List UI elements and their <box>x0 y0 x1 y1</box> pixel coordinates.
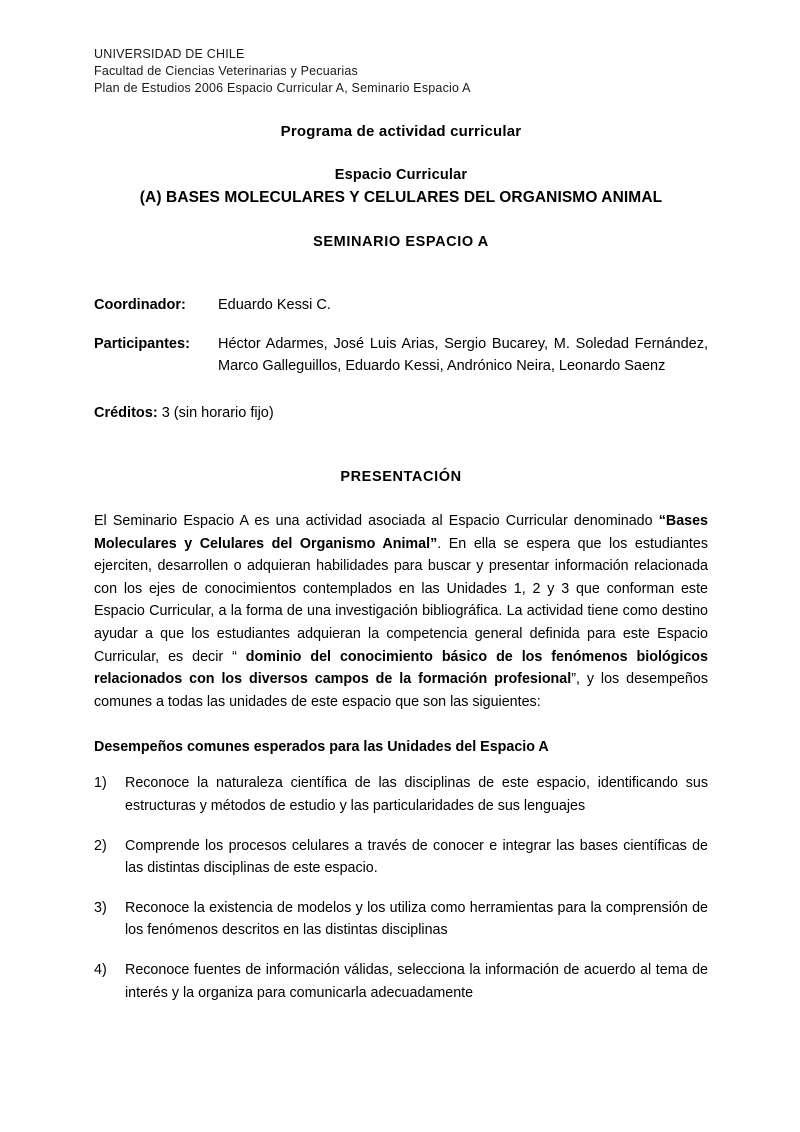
page-title: Programa de actividad curricular <box>280 123 522 140</box>
presentation-paragraph <box>94 510 708 713</box>
subtitle-espacio-curricular: Espacio Curricular <box>334 167 468 183</box>
credits-label: Créditos: <box>94 405 158 421</box>
list-item-marker: 4) <box>94 961 107 978</box>
list-item-marker: 1) <box>94 775 107 792</box>
presentation-bold-1: “Bases Moleculares y Celulares del Organismo Animal” <box>94 513 708 552</box>
title-block <box>94 123 708 250</box>
letterhead-plan: Plan de Estudios 2006 Espacio Curricular A, Seminario Espacio A <box>94 81 471 95</box>
document-content <box>94 46 708 1004</box>
subtitle-seminar: SEMINARIO ESPACIO A <box>313 234 489 250</box>
credits-row <box>94 402 708 424</box>
participants-value: Héctor Adarmes, José Luis Arias, Sergio Bucarey, M. Soledad Fernández, Marco Galleguillos, Eduardo Kessi, Andrónico Neira, Leonardo Saenz <box>218 336 708 374</box>
list-item <box>94 772 708 817</box>
coordinator-row <box>94 294 708 316</box>
participants-label: Participantes: <box>94 336 190 352</box>
coordinator-label: Coordinador: <box>94 297 186 313</box>
presentation-bold-2: dominio del conocimiento básico de los fenómenos biológicos relacionados con los diversos campos de la formación profesional <box>94 648 708 688</box>
letterhead-university: UNIVERSIDAD DE CHILE <box>94 47 245 61</box>
letterhead <box>94 46 708 97</box>
presentation-heading: PRESENTACIÓN <box>340 469 462 485</box>
presentation-text-1: El Seminario Espacio A es una actividad asociada al Espacio Curricular denominado <box>94 513 659 529</box>
outcomes-list <box>94 772 708 1004</box>
coordinator-value: Eduardo Kessi C. <box>218 297 331 313</box>
subtitle-course-name: (A) BASES MOLECULARES Y CELULARES DEL ORGANISMO ANIMAL <box>139 189 663 206</box>
metadata-block <box>94 294 708 424</box>
letterhead-faculty: Facultad de Ciencias Veterinarias y Pecuarias <box>94 64 358 78</box>
list-item-marker: 2) <box>94 837 107 854</box>
list-item-text: Reconoce fuentes de información válidas, selecciona la información de acuerdo al tema de interés y la organiza para comunicarla adecuadamente <box>125 961 708 1001</box>
presentation-text-3: ”, y los desempeños comunes a todas las unidades de este espacio que son las siguientes: <box>94 671 708 710</box>
list-item <box>94 959 708 1004</box>
participants-row <box>94 333 708 377</box>
list-item-text: Comprende los procesos celulares a través de conocer e integrar las bases científicas de las distintas disciplinas de este espacio. <box>125 837 708 877</box>
presentation-text-2: . En ella se espera que los estudiantes ejerciten, desarrollen o adquieran habilidades para buscar y presentar información relacionada con los ejes de conocimientos contemplados en las Unidades 1, 2 y 3 que conforman este Espacio Curricular, a la forma de una investigación bibliográfica. La actividad tiene como destino ayudar a que los estudiantes adquieran la competencia general definida para este Espacio Curricular, es decir “ <box>94 535 709 665</box>
credits-value: 3 (sin horario fijo) <box>161 405 274 421</box>
list-item-text: Reconoce la existencia de modelos y los utiliza como herramientas para la comprensión de los fenómenos descritos en las distintas disciplinas <box>125 899 708 939</box>
list-item-marker: 3) <box>94 899 107 916</box>
list-item <box>94 835 708 880</box>
list-item-text: Reconoce la naturaleza científica de las disciplinas de este espacio, identificando sus estructuras y métodos de estudio y las particularidades de sus lenguajes <box>125 775 708 814</box>
list-item <box>94 897 708 942</box>
outcomes-heading: Desempeños comunes esperados para las Unidades del Espacio A <box>94 739 549 756</box>
